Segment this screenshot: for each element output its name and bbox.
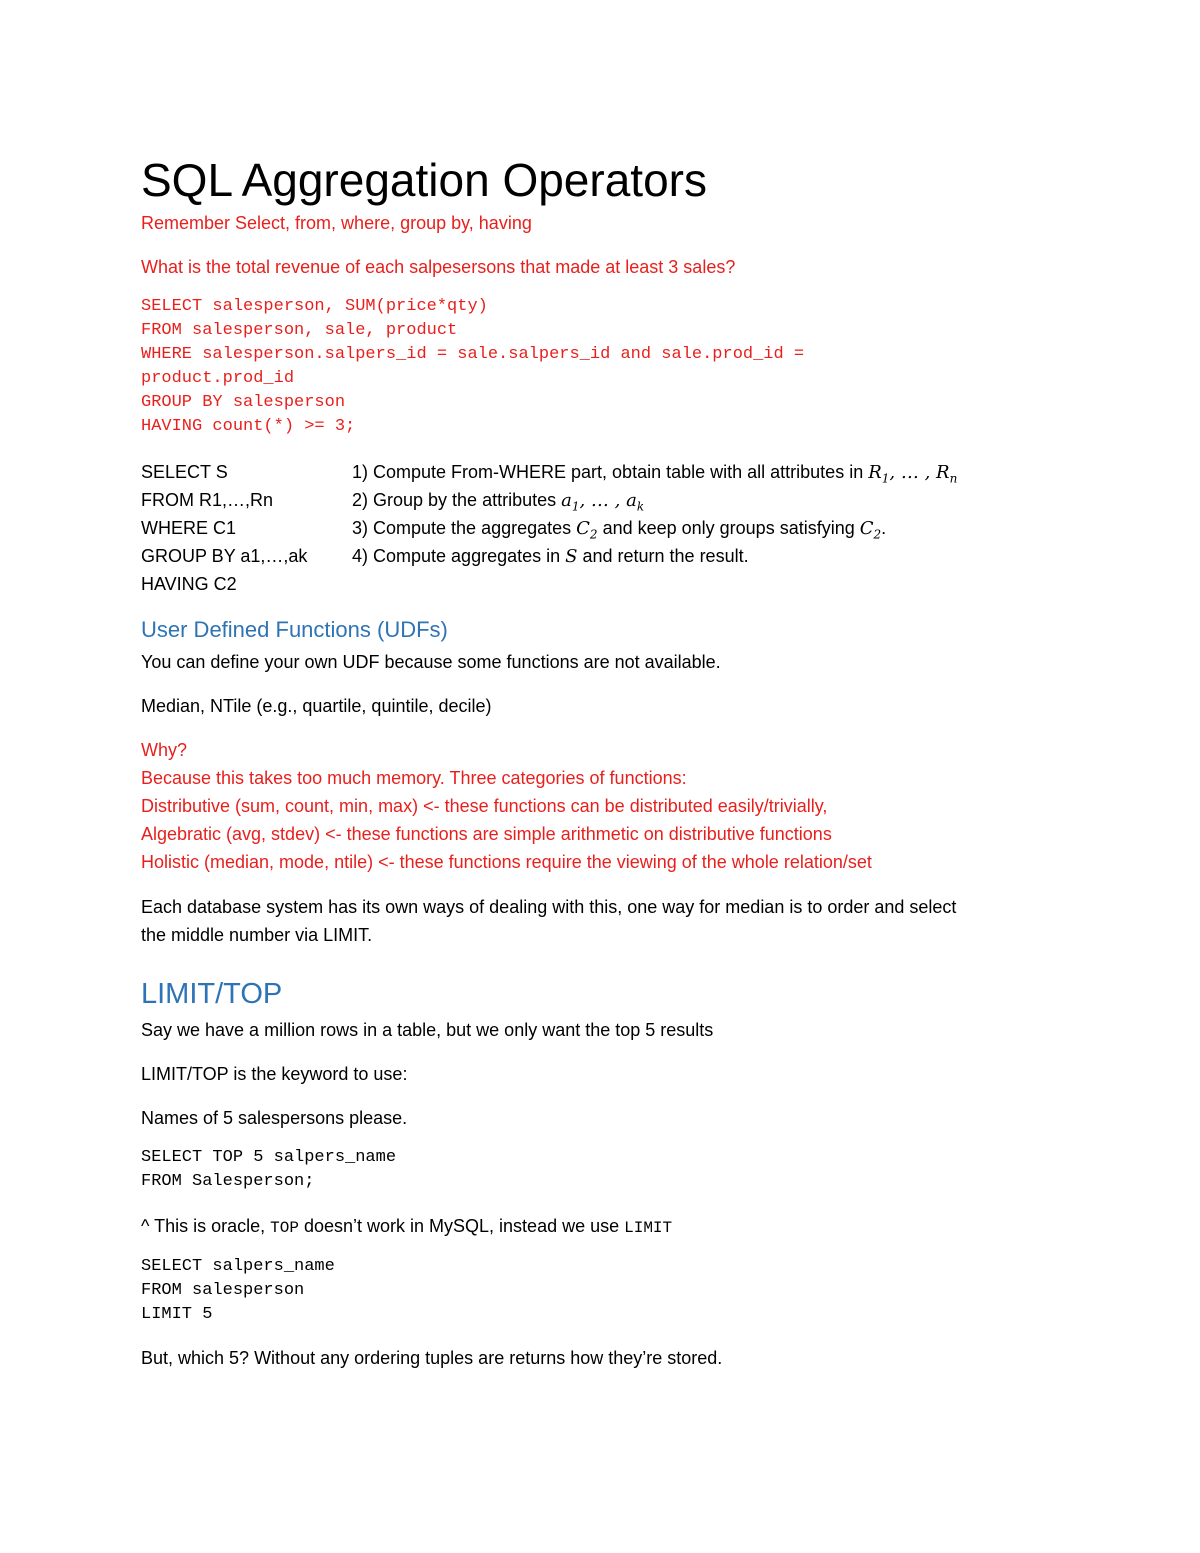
udf-examples: Median, NTile (e.g., quartile, quintile, decile) <box>141 696 492 716</box>
template-group-by: GROUP BY a1,…,ak <box>141 546 308 566</box>
why-text: Why? <box>141 740 188 760</box>
step-4: 4) Compute aggregates in S and return the result. <box>352 546 749 567</box>
holistic-text: Holistic (median, mode, ntile) <- these functions require the viewing of the whole relation/set <box>141 852 872 872</box>
query1-code-block <box>141 295 804 439</box>
step-2: 2) Group by the attributes $a_1$, … , $a_k$ <box>352 490 645 514</box>
distributive-text: Distributive (sum, count, min, max) <- these functions can be distributed easily/trivially, <box>141 796 828 816</box>
query1-line: product.prod_id <box>141 369 295 388</box>
limit-say: Say we have a million rows in a table, but we only want the top 5 results <box>141 1020 714 1040</box>
each-db-line-1: Each database system has its own ways of dealing with this, one way for median is to order and select <box>141 897 957 917</box>
template-having: HAVING C2 <box>141 574 237 594</box>
reminder-text: Remember Select, from, where, group by, having <box>141 213 532 233</box>
query3-code-block <box>141 1255 335 1327</box>
query1-line: FROM salesperson, sale, product <box>141 321 458 340</box>
udf-heading: User Defined Functions (UDFs) <box>141 617 448 642</box>
query2-code-block <box>141 1146 396 1194</box>
query2-line: SELECT TOP 5 salpers_name <box>141 1148 397 1167</box>
page-title: SQL Aggregation Operators <box>141 154 707 206</box>
template-where: WHERE C1 <box>141 518 237 538</box>
udf-intro: You can define your own UDF because some functions are not available. <box>141 652 721 672</box>
limit-heading: LIMIT/TOP <box>141 978 283 1010</box>
step-1: 1) Compute From-WHERE part, obtain table with all attributes in $R_1$, … , $R_n$ <box>352 462 958 486</box>
limit-names: Names of 5 salespersons please. <box>141 1108 408 1128</box>
each-db-line-2: the middle number via LIMIT. <box>141 925 373 945</box>
query1-line: GROUP BY salesperson <box>141 393 346 412</box>
oracle-note: ^ This is oracle, TOP doesn’t work in MySQL, instead we use LIMIT <box>141 1216 673 1237</box>
template-from: FROM R1,…,Rn <box>141 490 274 510</box>
algebraic-text: Algebratic (avg, stdev) <- these functions are simple arithmetic on distributive functions <box>141 824 832 844</box>
because-text: Because this takes too much memory. Three categories of functions: <box>141 768 687 788</box>
query3-line: SELECT salpers_name <box>141 1257 335 1276</box>
step-3: 3) Compute the aggregates $C_2$ and keep only groups satisfying $C_2$. <box>352 518 887 542</box>
query1-line: SELECT salesperson, SUM(price*qty) <box>141 297 488 316</box>
but-which-text: But, which 5? Without any ordering tuples are returns how they’re stored. <box>141 1348 723 1368</box>
query1-line: HAVING count(*) >= 3; <box>141 417 356 436</box>
query3-line: LIMIT 5 <box>141 1305 213 1324</box>
template-select: SELECT S <box>141 462 228 482</box>
query3-line: FROM salesperson <box>141 1281 305 1300</box>
question-text: What is the total revenue of each salpesersons that made at least 3 sales? <box>141 257 736 277</box>
limit-keyword: LIMIT/TOP is the keyword to use: <box>141 1064 408 1084</box>
query2-line: FROM Salesperson; <box>141 1172 315 1191</box>
query1-line: WHERE salesperson.salpers_id = sale.salpers_id and sale.prod_id = <box>141 345 805 364</box>
